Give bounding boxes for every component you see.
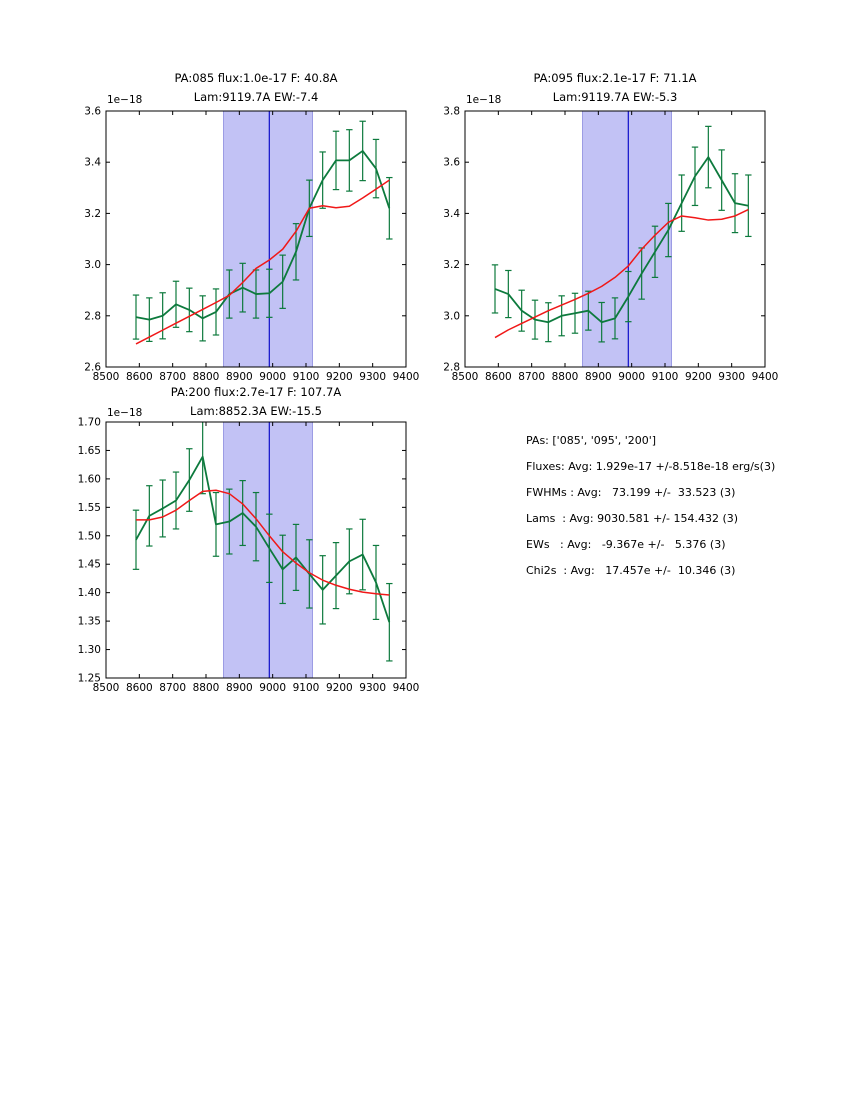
x-tick-label: 9400 (751, 371, 779, 383)
plot2-title-line1: PA:095 flux:2.1e-17 F: 71.1A (533, 71, 697, 85)
y-tick-label: 3.0 (84, 259, 101, 272)
stats-panel (526, 434, 775, 590)
x-tick-label: 9300 (718, 371, 746, 383)
x-tick-label: 8500 (451, 371, 479, 383)
y-tick-label: 1.45 (77, 558, 101, 571)
plot3-title-line2: Lam:8852.3A EW:-15.5 (190, 404, 322, 418)
x-tick-label: 8900 (225, 682, 253, 694)
y-tick-label: 1.30 (77, 644, 101, 657)
y-tick-label: 1.70 (77, 416, 101, 429)
x-tick-label: 9000 (259, 682, 287, 694)
x-tick-label: 9000 (618, 371, 646, 383)
stats-line-lams: Lams : Avg: 9030.581 +/- 154.432 (3) (526, 512, 739, 525)
plot1-title-line1: PA:085 flux:1.0e-17 F: 40.8A (174, 71, 338, 85)
stats-line-pas: PAs: ['085', '095', '200'] (526, 434, 657, 447)
y-tick-label: 3.0 (443, 310, 460, 323)
x-tick-label: 8900 (584, 371, 612, 383)
x-tick-label: 9000 (259, 371, 287, 383)
x-tick-label: 8600 (125, 682, 153, 694)
x-tick-label: 8600 (484, 371, 512, 383)
x-tick-label: 8600 (125, 371, 153, 383)
plot2-title-line2: Lam:9119.7A EW:-5.3 (552, 90, 678, 104)
y-tick-label: 2.6 (84, 361, 101, 374)
y-tick-label: 1.55 (77, 501, 101, 514)
stats-line-fluxes: Fluxes: Avg: 1.929e-17 +/-8.518e-18 erg/s(3) (526, 460, 776, 473)
y-tick-label: 3.6 (84, 105, 101, 118)
stats-line-chi2s: Chi2s : Avg: 17.457e +/- 10.346 (3) (526, 564, 736, 577)
x-tick-label: 8900 (225, 371, 253, 383)
x-tick-label: 8700 (159, 371, 187, 383)
x-tick-label: 9400 (392, 682, 420, 694)
x-tick-label: 9100 (651, 371, 679, 383)
lambda-band (582, 111, 671, 367)
plot3-y-offset-label: 1e−18 (107, 407, 143, 419)
x-tick-label: 9300 (359, 371, 387, 383)
y-tick-label: 1.25 (77, 672, 101, 685)
y-tick-label: 1.65 (77, 444, 101, 457)
y-tick-label: 1.50 (77, 530, 101, 543)
x-tick-label: 8800 (192, 371, 220, 383)
lambda-band (223, 422, 312, 678)
x-tick-label: 9300 (359, 682, 387, 694)
x-tick-label: 9100 (292, 371, 320, 383)
stats-line-fwhms: FWHMs : Avg: 73.199 +/- 33.523 (3) (526, 486, 736, 499)
x-tick-label: 8800 (551, 371, 579, 383)
x-tick-label: 8800 (192, 682, 220, 694)
x-tick-label: 8500 (92, 371, 120, 383)
y-tick-label: 1.35 (77, 615, 101, 628)
x-tick-label: 9100 (292, 682, 320, 694)
plot-2 (443, 106, 778, 384)
stats-line-ews: EWs : Avg: -9.367e +/- 5.376 (3) (526, 538, 726, 551)
plot3-title-line1: PA:200 flux:2.7e-17 F: 107.7A (170, 385, 342, 399)
x-tick-label: 8500 (92, 682, 120, 694)
x-tick-label: 9200 (325, 371, 353, 383)
y-tick-label: 3.2 (84, 207, 101, 220)
y-tick-label: 3.4 (84, 156, 101, 169)
y-tick-label: 2.8 (84, 310, 101, 323)
y-tick-label: 3.2 (443, 259, 460, 272)
x-tick-label: 9200 (325, 682, 353, 694)
plot-1 (84, 106, 419, 384)
plot1-title-line2: Lam:9119.7A EW:-7.4 (193, 90, 319, 104)
y-tick-label: 1.40 (77, 587, 101, 600)
y-tick-label: 1.60 (77, 473, 101, 486)
y-tick-label: 3.4 (443, 207, 460, 220)
x-tick-label: 9200 (684, 371, 712, 383)
x-tick-label: 8700 (518, 371, 546, 383)
y-tick-label: 3.8 (443, 105, 460, 118)
y-tick-label: 3.6 (443, 156, 460, 169)
plot1-y-offset-label: 1e−18 (107, 94, 143, 106)
x-tick-label: 8700 (159, 682, 187, 694)
y-tick-label: 2.8 (443, 361, 460, 374)
x-tick-label: 9400 (392, 371, 420, 383)
plot2-y-offset-label: 1e−18 (466, 94, 502, 106)
plot-3 (78, 417, 420, 695)
